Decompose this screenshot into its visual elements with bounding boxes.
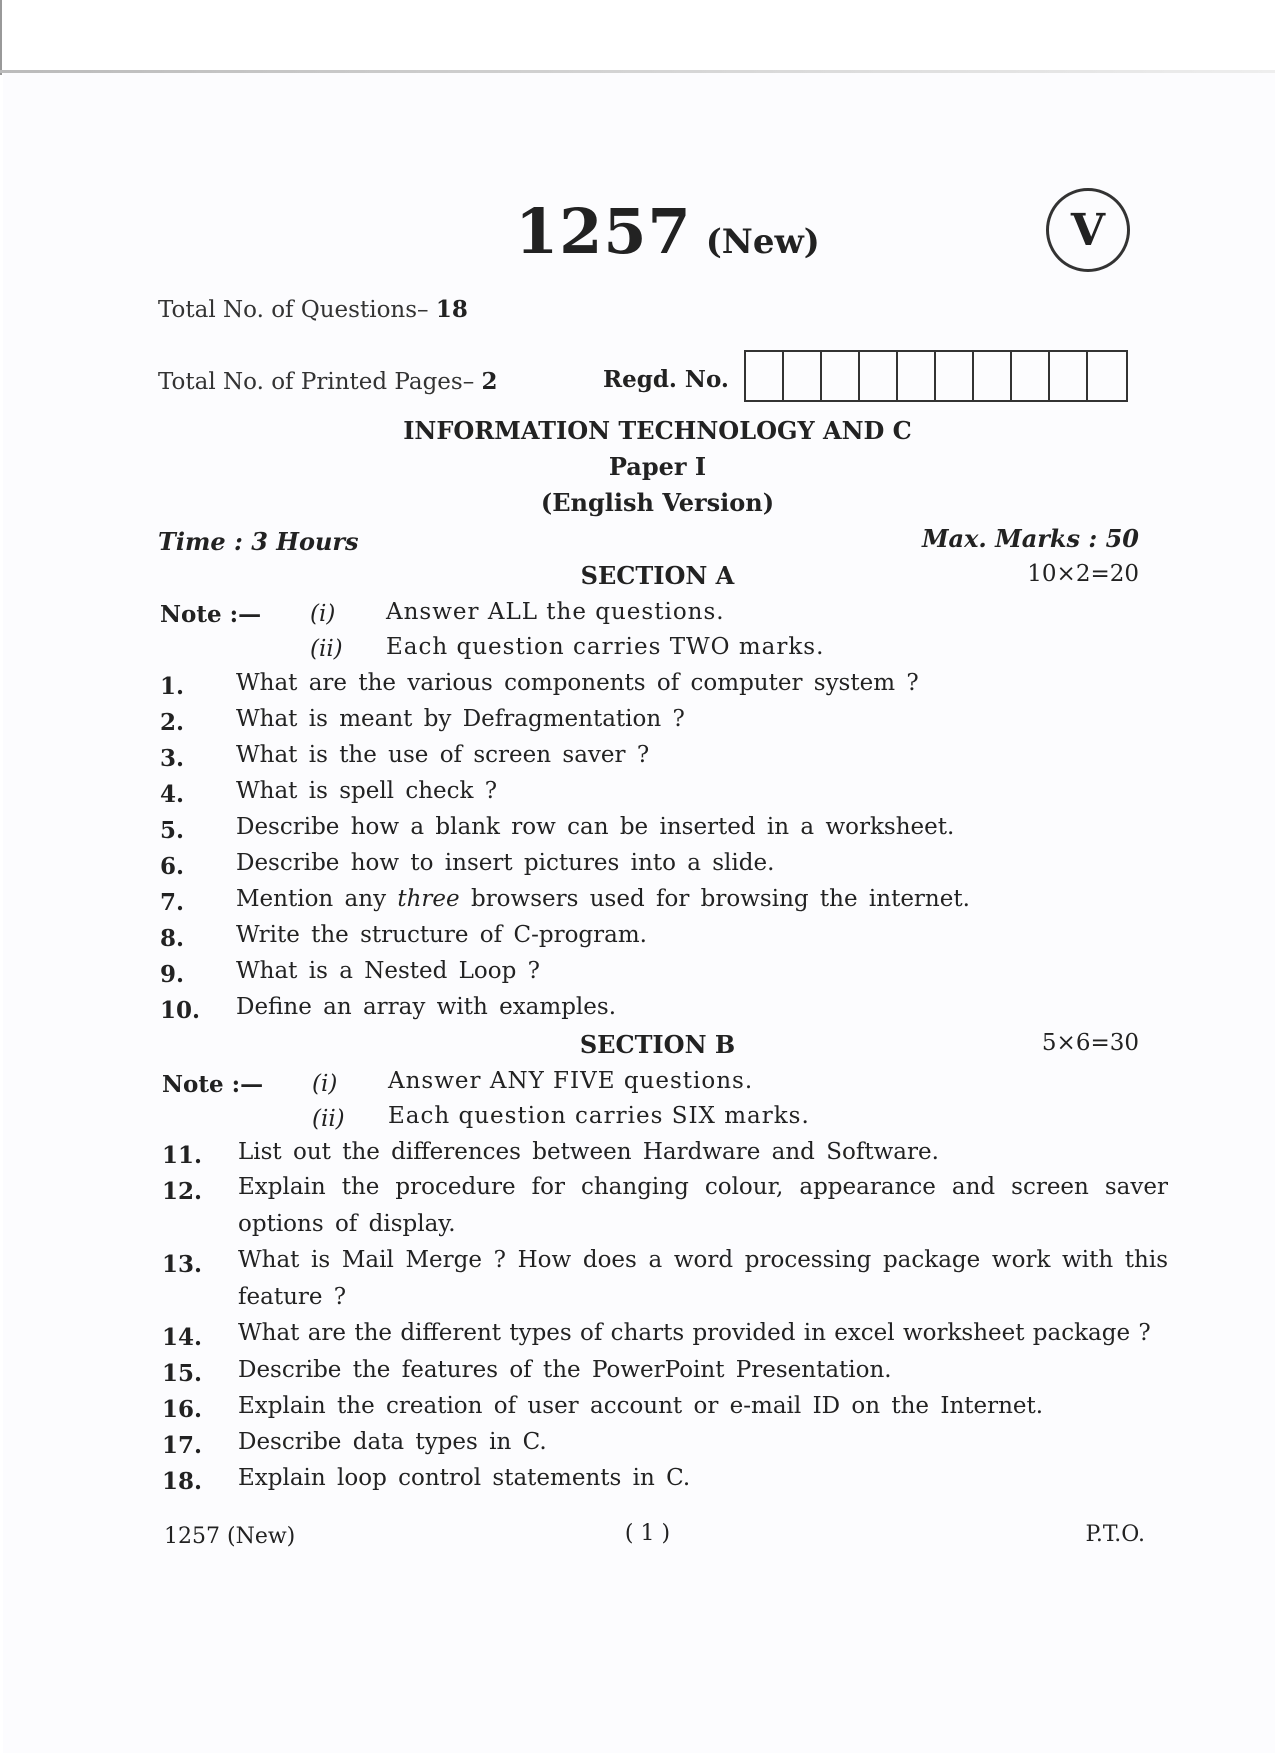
question-text: Write the structure of C-program. bbox=[236, 922, 647, 948]
paper-code: 1257 bbox=[515, 195, 692, 268]
paper-title: Paper I bbox=[608, 452, 707, 481]
question-text: Describe the features of the PowerPoint Presentation. bbox=[238, 1357, 892, 1383]
question-text: What is meant by Defragmentation ? bbox=[236, 706, 685, 732]
question-emphasis: three bbox=[397, 886, 460, 912]
question-number: 13. bbox=[162, 1251, 203, 1278]
question-text-part: browsers used for browsing the internet. bbox=[459, 886, 970, 912]
question-text: What is the use of screen saver ? bbox=[236, 742, 650, 768]
total-questions-label: Total No. of Questions– bbox=[158, 297, 429, 323]
section-b-note-num: (ii) bbox=[312, 1106, 345, 1132]
section-b-marks: 5×6=30 bbox=[1041, 1030, 1139, 1056]
section-a-note-num: (ii) bbox=[310, 636, 343, 662]
section-a-note-label: Note :— bbox=[160, 601, 262, 628]
regd-digit-box[interactable] bbox=[1012, 352, 1050, 400]
question-text: Explain loop control statements in C. bbox=[238, 1465, 691, 1491]
question-text-part: Mention any bbox=[236, 886, 398, 912]
question-text: Explain the procedure for changing colour, appearance and screen saver options of display. bbox=[238, 1174, 1168, 1237]
question-number: 14. bbox=[162, 1324, 203, 1351]
question-number: 1. bbox=[160, 673, 185, 700]
question-number: 18. bbox=[162, 1468, 203, 1495]
question-number: 16. bbox=[162, 1396, 203, 1423]
section-a-note-num: (i) bbox=[310, 601, 336, 627]
total-questions-value: 18 bbox=[435, 296, 468, 323]
question-text: List out the differences between Hardware and Software. bbox=[238, 1139, 939, 1165]
regd-digit-box[interactable] bbox=[1088, 352, 1126, 400]
question-text: What are the various components of computer system ? bbox=[236, 670, 919, 696]
regd-digit-box[interactable] bbox=[860, 352, 898, 400]
regd-digit-box[interactable] bbox=[1050, 352, 1088, 400]
subject-title: INFORMATION TECHNOLOGY AND C bbox=[403, 416, 912, 445]
question-text bbox=[236, 886, 1236, 912]
section-a-note-text: Each question carries TWO marks. bbox=[386, 634, 825, 660]
question-text: Describe how a blank row can be inserted in a worksheet. bbox=[236, 814, 955, 840]
footer-paper-code: 1257 (New) bbox=[164, 1524, 296, 1549]
question-text: Define an array with examples. bbox=[236, 994, 617, 1020]
section-b-title: SECTION B bbox=[579, 1030, 736, 1059]
section-a-title: SECTION A bbox=[580, 561, 735, 590]
regd-digit-box[interactable] bbox=[974, 352, 1012, 400]
max-marks: Max. Marks : 50 bbox=[921, 524, 1139, 553]
question-number: 11. bbox=[162, 1142, 203, 1169]
question-text: What is a Nested Loop ? bbox=[236, 958, 540, 984]
question-text: Describe how to insert pictures into a slide. bbox=[236, 850, 775, 876]
total-pages-value: 2 bbox=[481, 368, 498, 395]
section-b-note-text: Each question carries SIX marks. bbox=[388, 1103, 810, 1129]
question-number: 3. bbox=[160, 745, 185, 772]
regd-digit-box[interactable] bbox=[898, 352, 936, 400]
scan-edge-top bbox=[0, 70, 1275, 73]
question-text: What are the different types of charts provided in excel worksheet package ? bbox=[238, 1320, 1151, 1346]
set-badge: V bbox=[1046, 188, 1130, 272]
section-b-note-num: (i) bbox=[312, 1071, 338, 1097]
question-number: 17. bbox=[162, 1432, 203, 1459]
section-b-note-label: Note :— bbox=[162, 1071, 264, 1098]
regd-digit-box[interactable] bbox=[746, 352, 784, 400]
section-b-note-text: Answer ANY FIVE questions. bbox=[388, 1068, 754, 1094]
version-title: (English Version) bbox=[540, 488, 775, 517]
total-pages-label: Total No. of Printed Pages– bbox=[158, 369, 475, 395]
section-a-marks: 10×2=20 bbox=[1027, 561, 1139, 587]
regd-digit-box[interactable] bbox=[936, 352, 974, 400]
regd-label: Regd. No. bbox=[603, 366, 729, 393]
footer-page-number: ( 1 ) bbox=[624, 1521, 671, 1546]
question-number: 10. bbox=[160, 997, 201, 1024]
regd-digit-box[interactable] bbox=[822, 352, 860, 400]
question-number: 8. bbox=[160, 925, 185, 952]
question-text: Describe data types in C. bbox=[238, 1429, 547, 1455]
question-number: 12. bbox=[162, 1178, 203, 1205]
regd-number-boxes[interactable] bbox=[744, 350, 1128, 402]
exam-page bbox=[3, 73, 1275, 1753]
question-text: Explain the creation of user account or e-mail ID on the Internet. bbox=[238, 1393, 1044, 1419]
time-allowed: Time : 3 Hours bbox=[158, 527, 359, 556]
question-number: 5. bbox=[160, 817, 185, 844]
question-number: 2. bbox=[160, 709, 185, 736]
total-questions bbox=[158, 296, 468, 323]
question-number: 9. bbox=[160, 961, 185, 988]
question-text: What is spell check ? bbox=[236, 778, 498, 804]
question-number: 6. bbox=[160, 853, 185, 880]
scan-edge-left bbox=[0, 0, 2, 75]
paper-code-suffix: (New) bbox=[705, 222, 820, 262]
regd-digit-box[interactable] bbox=[784, 352, 822, 400]
question-number: 7. bbox=[160, 889, 185, 916]
section-a-note-text: Answer ALL the questions. bbox=[386, 599, 725, 625]
total-pages bbox=[158, 368, 498, 395]
question-number: 4. bbox=[160, 781, 185, 808]
footer-pto: P.T.O. bbox=[1085, 1522, 1145, 1547]
question-text: What is Mail Merge ? How does a word processing package work with this feature ? bbox=[238, 1247, 1168, 1310]
question-number: 15. bbox=[162, 1360, 203, 1387]
